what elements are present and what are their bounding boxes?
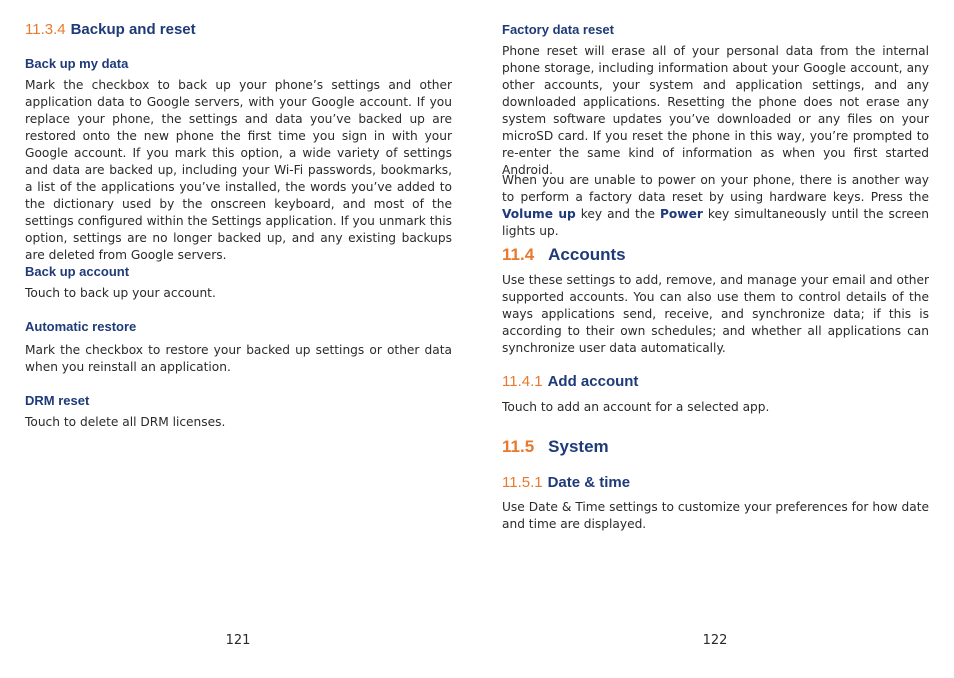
heading-drm-reset: DRM reset [25,393,90,408]
heading-back-up-account: Back up account [25,264,130,279]
section-heading-backup-reset [25,21,196,38]
body-factory-data-reset: Phone reset will erase all of your personal data from the internal phone storage, including information about your Google account, any other accounts, your system and application settings, and any downloaded applications. Resetting the phone does not erase any system software updates you’ve downloaded or any files on your microSD card. If you reset the phone in this way, you’re prompted to re-enter the same kind of information as when you first started Android. [502,44,929,177]
section-title: System [548,437,609,456]
heading-date-time [502,474,630,491]
body-add-account: Touch to add an account for a selected app. [502,400,770,414]
body-accounts: Use these settings to add, remove, and manage your email and other supported accounts. You can also use them to control details of the ways applications send, receive, and synchronize data; if this is according to their own schedules; and whether all applications can synchronize user data automatically. [502,273,929,355]
heading-back-up-my-data: Back up my data [25,56,129,71]
body-back-up-account: Touch to back up your account. [25,286,216,300]
section-number: 11.3.4 [25,21,66,38]
body-date-time: Use Date & Time settings to customize your preferences for how date and time are displayed. [502,500,929,531]
body-back-up-my-data: Mark the checkbox to back up your phone’s settings and other application data to Google servers, with your Google account. If you replace your phone, the settings and data you’ve backed up are restored onto the new phone the first time you sign in with your Google account. If you mark this option, a wide variety of settings and data are backed up, including your Wi-Fi passwords, bookmarks, a list of the applications you’ve installed, the words you’ve added to the dictionary used by the onscreen keyboard, and most of the settings configured within the Settings application. If you unmark this option, settings are no longer backed up, and any existing backups are deleted from Google servers. [25,78,452,262]
hardware-reset-text-a: When you are unable to power on your phone, there is another way to perform a factory data reset by using hardware keys. Press the [502,173,929,204]
heading-automatic-restore: Automatic restore [25,319,137,334]
subsection-number: 11.5.1 [502,474,543,491]
hardware-reset-text-c: key simultaneously until the screen lights up. [502,207,929,238]
body-drm-reset: Touch to delete all DRM licenses. [25,415,226,429]
hardware-reset-text-b: key and the [575,207,660,221]
body-automatic-restore: Mark the checkbox to restore your backed up settings or other data when you reinstall an application. [25,343,452,374]
subsection-number: 11.4.1 [502,373,543,390]
page-number-right: 122 [702,633,728,648]
subsection-title: Date & time [547,474,631,491]
section-title: Accounts [548,245,626,264]
section-heading-accounts [502,245,626,265]
heading-factory-data-reset: Factory data reset [502,22,614,37]
section-heading-system [502,437,609,457]
subsection-title: Add account [547,373,639,390]
volume-up-key: Volume up [502,207,576,221]
section-number: 11.4 [502,245,535,264]
body-hardware-reset [502,172,929,240]
section-title: Backup and reset [70,21,196,38]
page-number-left: 121 [225,633,251,648]
power-key: Power [660,207,703,221]
heading-add-account [502,373,638,390]
section-number: 11.5 [502,437,535,456]
